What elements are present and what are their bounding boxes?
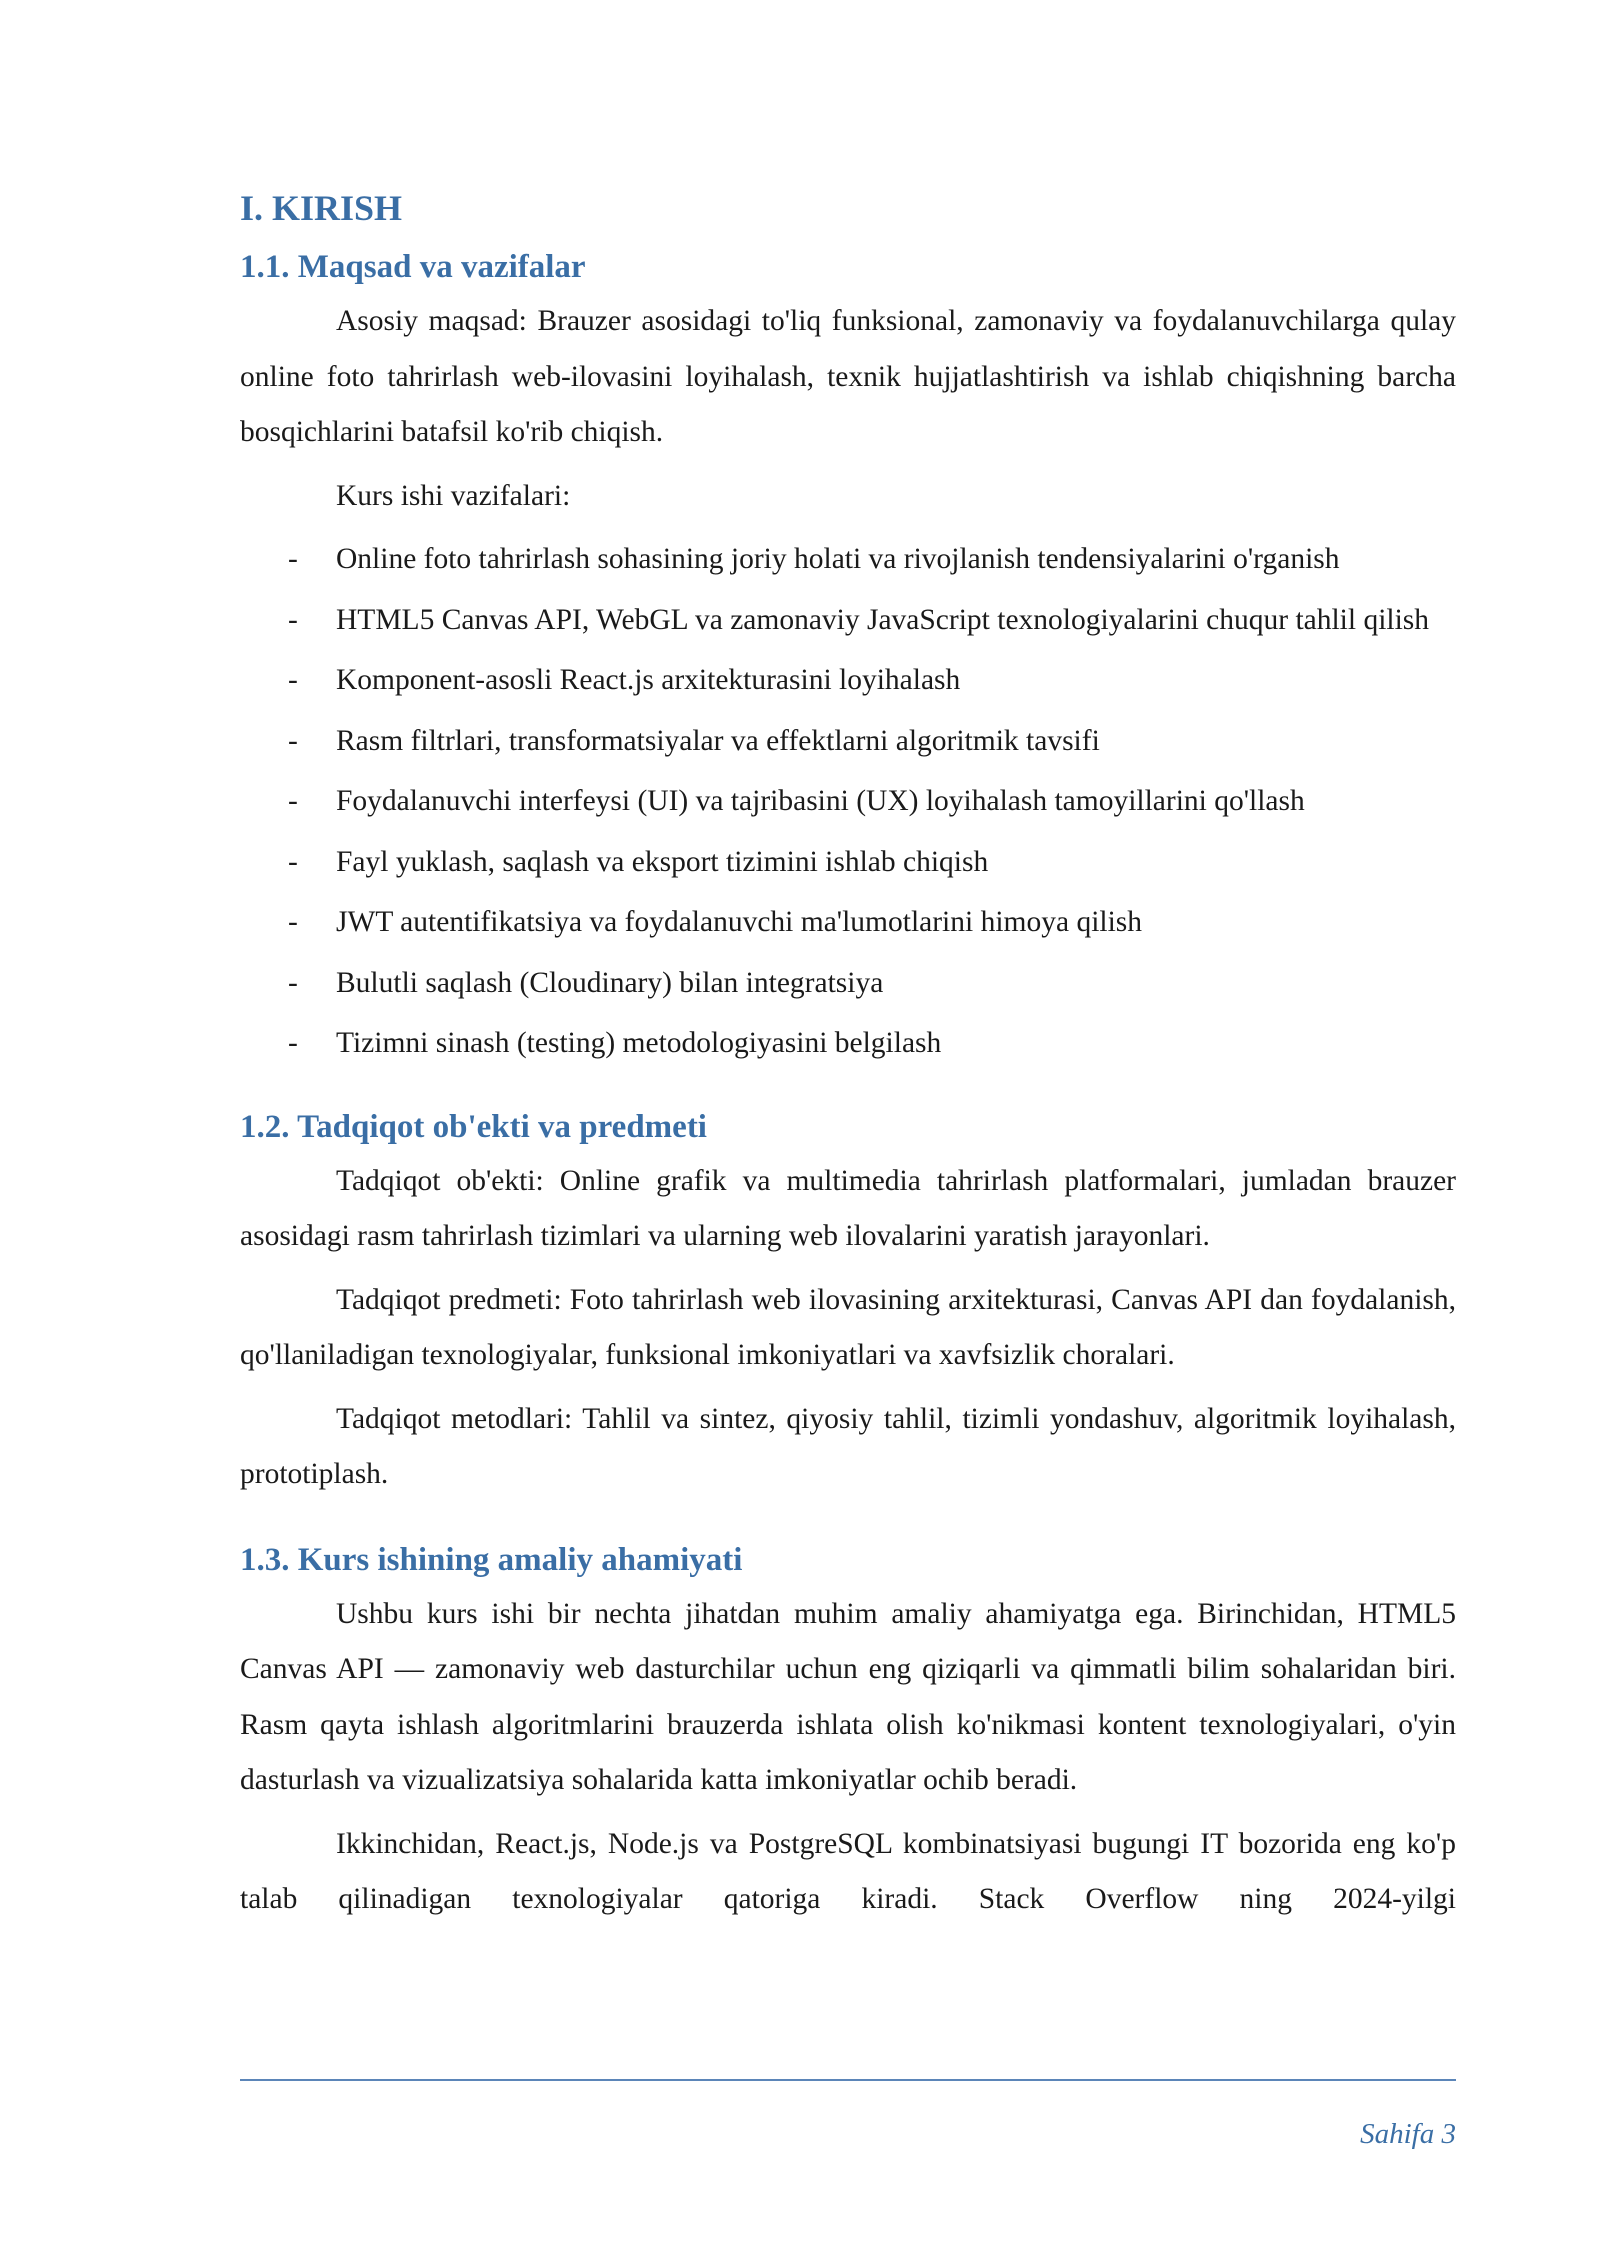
list-dash: - bbox=[288, 603, 298, 636]
section-practical-value bbox=[240, 1539, 1456, 1928]
list-item bbox=[240, 956, 1456, 1012]
footer-divider bbox=[240, 2079, 1456, 2081]
section-title-object: 1.2. Tadqiqot ob'ekti va predmeti bbox=[240, 1108, 707, 1145]
list-item bbox=[240, 835, 1456, 891]
list-item bbox=[240, 593, 1456, 649]
list-dash: - bbox=[288, 845, 298, 878]
list-item-text: Komponent-asosli React.js arxitekturasini loyihalash bbox=[336, 664, 961, 696]
paragraph-practical-2: Ikkinchidan, React.js, Node.js va PostgreSQL kombinatsiyasi bugungi IT bozorida eng ko'p talab qilinadigan texnologiyalar qatoriga kiradi. Stack Overflow ning 2024-yilgi bbox=[240, 1827, 1456, 1915]
list-item-text: Fayl yuklash, saqlash va eksport tizimini ishlab chiqish bbox=[336, 845, 989, 878]
list-dash: - bbox=[288, 724, 298, 757]
section-title-goals: 1.1. Maqsad va vazifalar bbox=[240, 249, 586, 285]
list-item bbox=[240, 774, 1456, 830]
section-goals bbox=[240, 246, 1456, 1072]
list-item-text: Online foto tahrirlash sohasining joriy holati va rivojlanish tendensiyalarini o'rganish bbox=[336, 543, 1340, 575]
list-dash: - bbox=[288, 785, 298, 817]
list-item-text: Tizimni sinash (testing) metodologiyasini belgilash bbox=[336, 1027, 942, 1059]
tasks-list bbox=[240, 532, 1456, 1072]
paragraph-object: Tadqiqot ob'ekti: Online grafik va multimedia tahrirlash platformalari, jumladan brauzer asosidagi rasm tahrirlash tizimlari va ularning web ilovalarini yaratish jarayonlari. bbox=[240, 1164, 1456, 1252]
page-number: Sahifa 3 bbox=[1360, 2118, 1456, 2150]
list-item bbox=[240, 1016, 1456, 1072]
list-dash: - bbox=[288, 1027, 298, 1059]
list-dash: - bbox=[288, 543, 298, 575]
list-item bbox=[240, 714, 1456, 770]
paragraph-practical-1: Ushbu kurs ishi bir nechta jihatdan muhim amaliy ahamiyatga ega. Birinchidan, HTML5 Canvas API — zamonaviy web dasturchilar uchun eng qiziqarli va qimmatli bilim sohalaridan biri. Rasm qayta ishlash algoritmlarini brauzerda ishlata olish ko'nikmasi kontent texnologiyalari, o'yin dasturlash va vizualizatsiya sohalarida katta imkoniyatlar ochib beradi. bbox=[240, 1597, 1456, 1796]
list-item-text: HTML5 Canvas API, WebGL va zamonaviy JavaScript texnologiyalarini chuqur tahlil qilish bbox=[336, 603, 1430, 636]
document-page bbox=[240, 186, 1456, 1936]
paragraph-methods: Tadqiqot metodlari: Tahlil va sintez, qiyosiy tahlil, tizimli yondashuv, algoritmik loyihalash, prototiplash. bbox=[240, 1402, 1456, 1490]
chapter-heading: I. KIRISH bbox=[240, 188, 403, 228]
list-item bbox=[240, 653, 1456, 709]
paragraph-subject: Tadqiqot predmeti: Foto tahrirlash web ilovasining arxitekturasi, Canvas API dan foydalanish, qo'llaniladigan texnologiyalar, funksional imkoniyatlari va xavfsizlik choralari. bbox=[240, 1283, 1456, 1371]
list-dash: - bbox=[288, 906, 298, 938]
list-item-text: Bulutli saqlash (Cloudinary) bilan integratsiya bbox=[336, 966, 884, 999]
paragraph-goal: Asosiy maqsad: Brauzer asosidagi to'liq funksional, zamonaviy va foydalanuvchilarga qulay online foto tahrirlash web-ilovasini loyihalash, texnik hujjatlashtirish va ishlab chiqishning barcha bosqichlarini batafsil ko'rib chiqish. bbox=[240, 305, 1456, 448]
list-item-text: JWT autentifikatsiya va foydalanuvchi ma'lumotlarini himoya qilish bbox=[336, 906, 1143, 938]
list-item bbox=[240, 895, 1456, 951]
section-title-practical: 1.3. Kurs ishining amaliy ahamiyati bbox=[240, 1541, 743, 1578]
section-object-subject bbox=[240, 1106, 1456, 1503]
list-dash: - bbox=[288, 966, 298, 999]
list-dash: - bbox=[288, 664, 298, 696]
paragraph-tasks-intro: Kurs ishi vazifalari: bbox=[336, 479, 571, 512]
list-item-text: Foydalanuvchi interfeysi (UI) va tajribasini (UX) loyihalash tamoyillarini qo'llash bbox=[336, 785, 1305, 817]
list-item bbox=[240, 532, 1456, 588]
list-item-text: Rasm filtrlari, transformatsiyalar va effektlarni algoritmik tavsifi bbox=[336, 724, 1100, 757]
